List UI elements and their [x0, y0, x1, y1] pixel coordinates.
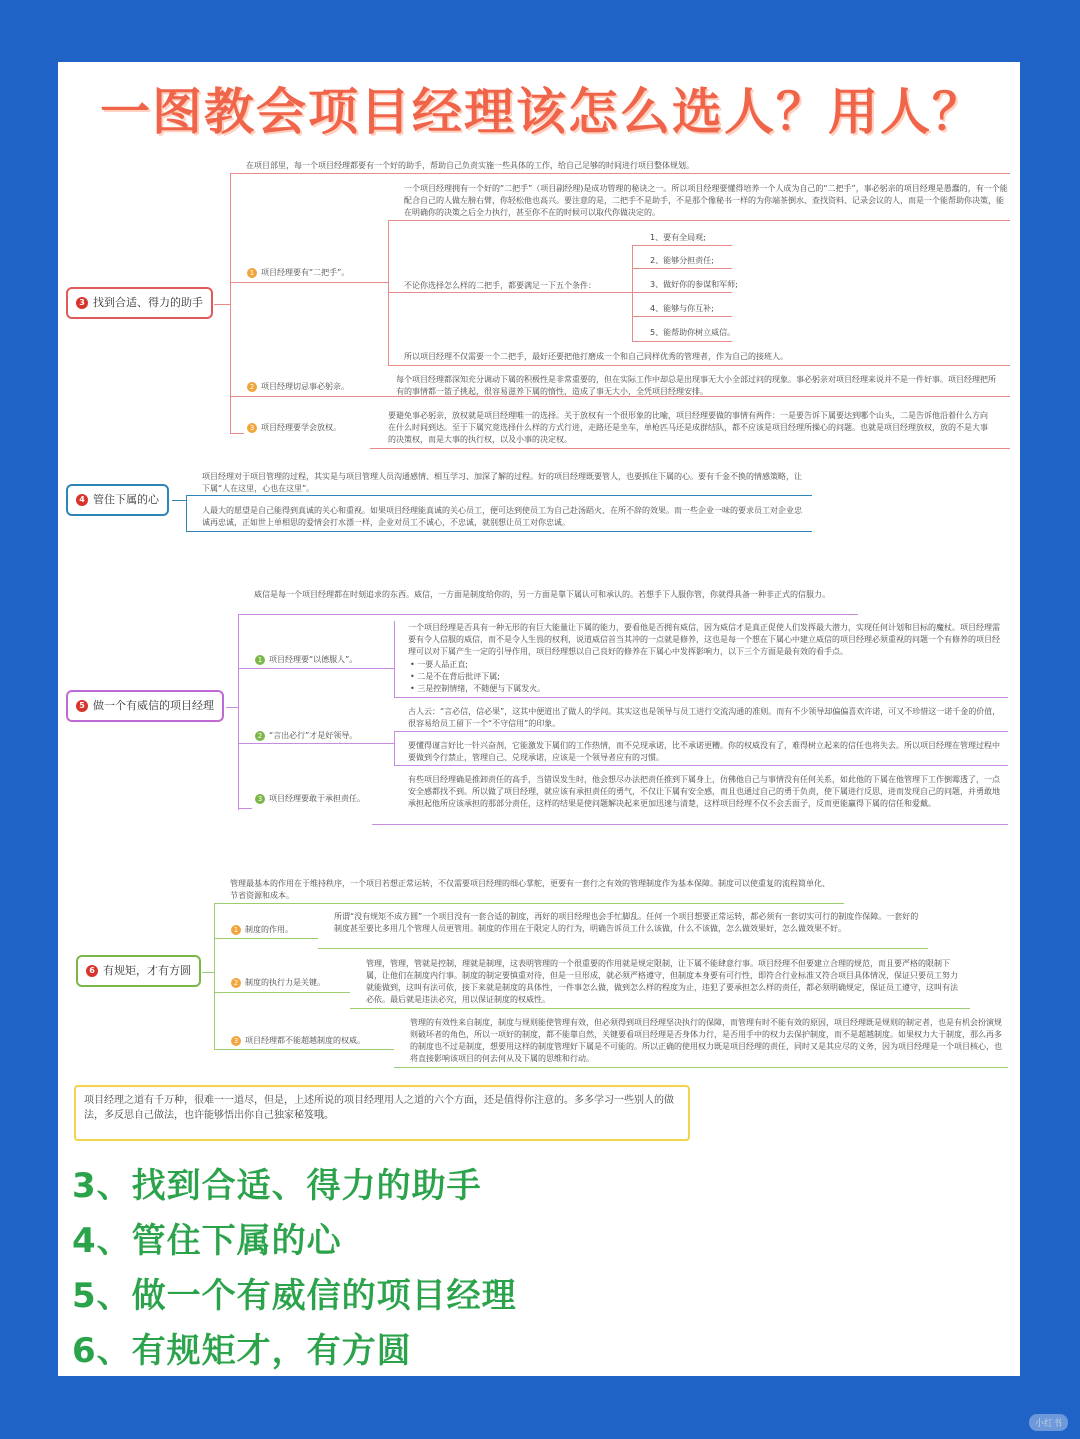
branch-5-sub-1-text: 一个项目经理是否具有一种无形的有巨大能量让下属的能力，要看他是否拥有威信，因为威信才是真正促使人们发挥最大潜力，实现任何计划和目标的魔杖。项目经理需要有令人信服的威信，而不是令人生畏的权利，说道威信首当其冲的一点就是修养，这也是每一个想在下属心中建立威信的项目经理必须重视的问题一个有修养的项目经理可以对下属产生一定的引导作用，项目经理想以自己良好的修养在下属心中发挥影响力，以下三个方面是最有效的看手点。 — [408, 623, 1000, 656]
branch-4-connector — [186, 495, 187, 531]
branch-3-sub-2-number: 2 — [247, 382, 257, 392]
branch-4-connector — [172, 500, 186, 501]
branch-6-connector — [214, 903, 215, 1049]
bullet-2: • 二是不在背后批评下属; — [410, 672, 500, 681]
branch-6-sub-2[interactable] — [231, 977, 325, 989]
branch-6-connector — [214, 903, 844, 904]
branch-6-sub-1-label: 制度的作用。 — [245, 925, 293, 934]
branch-6-sub-2-text: 管理，管理，管就是控制，理就是制理，这表明管理的一个很重要的作用就是规定限制，让下属不能肆意行事。项目经理不但要建立合理的规范，而且要严格的限制下属，让他们在制度内行事。制度的制定要慎重对待，但是一旦形成，就必须严格遵守，但制度本身要有可行性，即符合行业标准又符合项目具体情况，保证只要员工努力就能做到，这叫有法可依，接下来就是制度的具体性，一件事怎么做，做到怎么样的程度为止，违犯了要承担怎么样的责任，都必须明确规定，保证员工遵守，这叫有法必依。最后就是违法必究，用以保证制度的权威性。 — [366, 959, 958, 1004]
branch-4-label: 管住下属的心 — [93, 493, 159, 506]
watermark: 小红书 — [1029, 1414, 1068, 1431]
branch-3-sub-3[interactable] — [247, 422, 341, 434]
branch-5-connector — [394, 731, 1008, 732]
branch-5-connector — [238, 614, 239, 810]
branch-5-number: 5 — [76, 700, 88, 712]
branch-5-sub-1[interactable] — [255, 654, 357, 666]
branch-6-sub-3-number: 3 — [231, 1036, 241, 1046]
branch-6-sub-3[interactable] — [231, 1035, 365, 1047]
condition-4: 4、能够与你互补; — [650, 304, 714, 313]
branch-3-connector — [230, 282, 388, 283]
summary-box: 项目经理之道有千万种，很难一一道尽，但是，上述所说的项目经理用人之道的六个方面，还是值得你注意的。多多学习一些别人的做法，多反思自己做法，也许能够悟出你自己独家秘笈哦。 — [74, 1085, 690, 1141]
branch-6-label: 有规矩，才有方圆 — [103, 964, 191, 977]
branch-3-sub-2-text: 每个项目经理都深知充分调动下属的积极性是非常重要的，但在实际工作中却总是出现事无大小全部过问的现象。事必躬亲对项目经理来说并不是一件好事。项目经理把所有的事情都一篮子挑起，很容易滋养下属的惰性，造成了事无大小，全凭项目经理安排。 — [396, 375, 996, 396]
condition-underline — [632, 245, 732, 246]
branch-5-label: 做一个有威信的项目经理 — [93, 699, 214, 712]
branch-6-connector — [202, 972, 214, 973]
branch-3-connector — [388, 292, 632, 293]
bullet-3: • 三是控制情绪，不随便与下属发火。 — [410, 684, 546, 693]
branch-6-number: 6 — [86, 965, 98, 977]
branch-5-sub-1-label: 项目经理要“以德服人”。 — [269, 655, 358, 664]
branch-4-connector — [186, 531, 812, 532]
branch-3-connector — [632, 245, 633, 341]
branch-6-sub-3-label: 项目经理都不能超越制度的权威。 — [245, 1036, 365, 1045]
branch-3-sub-3-label: 项目经理要学会放权。 — [261, 423, 341, 432]
branch-3-connector — [388, 220, 1010, 221]
branch-6-intro: 管理最基本的作用在于维持秩序，一个项目若想正常运转，不仅需要项目经理的细心掌舵，更要有一套行之有效的管理制度作为基本保障。制度可以使重复的流程简单化、节省资源和成本。 — [230, 879, 830, 900]
branch-4-text-1: 项目经理对于项目管理的过程，其实是与项目管理人员沟通感情、相互学习、加深了解的过程。好的项目经理既要管人，也要抓住下属的心。要有千金不换的情感策略，让下属“人在这里，心也在这里”。 — [202, 472, 802, 493]
branch-3-label: 找到合适、得力的助手 — [93, 296, 203, 309]
branch-5-connector — [238, 808, 252, 809]
condition-1: 1、要有全局观; — [650, 233, 706, 242]
branch-3-sub-1[interactable] — [247, 267, 349, 279]
bullet-3-text: 三是控制情绪，不随便与下属发火。 — [417, 684, 546, 693]
branch-3-node[interactable] — [66, 287, 213, 319]
branch-6-sub-1-number: 1 — [231, 925, 241, 935]
branch-4-text-2: 人最大的愿望是自己能得到真诚的关心和重视。如果项目经理能真诚的关心员工，便可达到使员工为自己赴汤蹈火、在所不辞的效果。而一些企业一味的要求员工对企业忠诚再忠诚，正如世上单相思的爱情会打水漂一样，企业对员工不诚心，不忠诚，就别想让员工对你忠诚。 — [202, 506, 802, 527]
branch-6-connector — [394, 1067, 1008, 1068]
branch-3-conditions-label: 不论你选择怎么样的二把手，都要满足一下五个条件： — [404, 281, 596, 290]
branch-6-sub-2-label: 制度的执行力是关键。 — [245, 978, 325, 987]
headline-3: 3、找到合适、得力的助手 — [72, 1166, 482, 1206]
condition-underline — [632, 341, 732, 342]
branch-5-sub-3-label: 项目经理要敢于承担责任。 — [269, 794, 365, 803]
condition-underline — [632, 316, 732, 317]
branch-5-intro: 威信是每一个项目经理都在时刻追求的东西。威信，一方面是制度给你的，另一方面是靠下属认可和承认的。若想手下人服你管，你就得具备一种非正式的信服力。 — [254, 590, 830, 599]
branch-4-connector — [186, 495, 812, 496]
branch-5-sub-2-text-2: 要懂得谨言好比一针兴奋剂，它能激发下属们的工作热情，而不兑现承诺，比不承诺更糟。你的权威没有了，难得树立起来的信任也将失去。所以项目经理在管理过程中要做到令行禁止，管理自己、兑现承诺，应该是一个领导者应有的习惯。 — [408, 741, 1000, 762]
branch-6-node[interactable] — [76, 955, 201, 987]
branch-3-sub-2[interactable] — [247, 381, 349, 393]
branch-5-connector — [238, 614, 858, 615]
branch-5-sub-1-number: 1 — [255, 655, 265, 665]
headline-6: 6、有规矩才，有方圆 — [72, 1331, 412, 1371]
branch-4-number: 4 — [76, 494, 88, 506]
condition-3: 3、做好你的参谋和军师; — [650, 280, 738, 289]
branch-3-sub-3-text: 要避免事必躬亲，放权就是项目经理唯一的选择。关于放权有一个很形象的比喻，项目经理要做的事情有两件：一是要告诉下属要达到哪个山头，二是告诉他沿着什么方向在什么时间到达。至于下属究竟选择什么样的方式行进，走路还是坐车，单枪匹马还是成群结队，都不应该是项目经理所操心的问题。也就是项目经理放权，放的不是大事的决策权，而是大事的执行权，以及小事的决定权。 — [388, 411, 988, 444]
branch-5-connector — [394, 765, 1008, 766]
branch-5-connector — [372, 824, 1008, 825]
branch-3-connector — [230, 433, 244, 434]
condition-underline — [632, 292, 732, 293]
branch-5-connector — [226, 707, 238, 708]
branch-6-connector — [214, 938, 318, 939]
branch-5-connector — [238, 668, 394, 669]
branch-6-connector — [214, 992, 350, 993]
condition-underline — [632, 268, 732, 269]
branch-6-sub-3-text: 管理的有效性来自制度，制度与规则能使管理有效，但必须得到项目经理坚决执行的保障，而管理有时不能有效的原因，项目经理既是规则的制定者，也是有机会扮演规则破坏者的角色，所以一项好的制度，都不能靠自然，关键要看项目经理是否身体力行，是否用手中的权力去保护制度，而不是超越制度。如果权力大于制度，那么再多的制度也不过是制度，想要用这样的制度管理好下属是不可能的。所以正确的使用权力既是项目经理的责任，同时又是其应尽的义务，因为项目经理是一个项目核心，也将直接影响该项目的何去何从及下属的思维和行动。 — [410, 1018, 1002, 1063]
bullet-2-text: 二是不在背后批评下属; — [417, 672, 500, 681]
branch-3-connector — [230, 173, 231, 433]
branch-6-sub-2-number: 2 — [231, 978, 241, 988]
branch-3-sub-2-label: 项目经理切忌事必躬亲。 — [261, 382, 349, 391]
branch-3-intro: 在项目部里，每一个项目经理都要有一个好的助手，帮助自己负责实施一些具体的工作，给自己足够的时间进行项目整体规划。 — [246, 161, 694, 170]
branch-5-sub-3[interactable] — [255, 793, 365, 805]
branch-5-sub-2-label: “言出必行”才是好领导。 — [269, 731, 358, 740]
bullet-1: • 一要人品正直; — [410, 660, 468, 669]
branch-3-sub-1-label: 项目经理要有“二把手”。 — [261, 268, 350, 277]
condition-2: 2、能够分担责任; — [650, 256, 714, 265]
branch-5-sub-3-number: 3 — [255, 794, 265, 804]
branch-6-connector — [318, 948, 928, 949]
branch-3-sub-1-text: 一个项目经理拥有一个好的“二把手”（项目副经理)是成功管理的秘诀之一。所以项目经理要懂得培养一个人成为自己的“二把手”，事必躬亲的项目经理是愚蠢的，有一个能配合自己的人做左膀右臂，你轻松他也高兴。要注意的是，二把手不是助手，不是那个像秘书一样的为你端茶倒水、查找资料、记录会议的人，而是一个能帮助你决策，能在明确你的决策之后全力执行，甚至你不在的时候可以取代你做决定的。 — [404, 184, 1008, 217]
branch-3-connector — [370, 448, 1010, 449]
page-title: 一图教会项目经理该怎么选人？用人？ — [100, 83, 984, 141]
condition-5: 5、能帮助你树立威信。 — [650, 328, 736, 337]
branch-5-connector — [394, 697, 1008, 698]
branch-3-number: 3 — [76, 297, 88, 309]
branch-5-sub-2-text-1: 古人云：“言必信，信必果”，这其中便道出了做人的学问。其实这也是领导与员工进行交流沟通的准则。而有不少领导却偏偏喜欢许诺，可又不珍惜这一诺千金的价值，很容易给员工留下一个“不守信用”的印象。 — [408, 707, 1001, 728]
branch-3-connector — [230, 173, 1010, 174]
branch-3-connector — [388, 365, 1010, 366]
branch-5-sub-3-text: 有些项目经理确是推卸责任的高手，当错误发生时，他会想尽办法把责任推到下属身上，仿佛他自己与事情没有任何关系，如此他的下属在他管理下工作倒霉透了，一点安全感都找不到。所以做了项目经理，就应该有承担责任的勇气，不仅让下属有安全感，而且也通过自己的勇于负责，使下属进行反思，进而发现自己的问题，并勇敢地承担起他所应该承担的那部分责任，这样的结果是使问题解决起来更加迅速与清楚，这样项目经理不仅不会丢面子，反而更能赢得下属的信任和爱戴。 — [408, 775, 1000, 808]
headline-4: 4、管住下属的心 — [72, 1221, 342, 1261]
branch-5-connector — [394, 621, 395, 697]
branch-5-connector — [238, 743, 394, 744]
branch-5-node[interactable] — [66, 690, 224, 722]
branch-3-sub-3-number: 3 — [247, 423, 257, 433]
branch-6-sub-1-text: 所谓“没有规矩不成方圆”一个项目没有一套合适的制度，再好的项目经理也会手忙脚乱。任何一个项目想要正常运转，都必须有一套切实可行的制度作保障。一套好的制度甚至要比多用几个管理人员更管用。制度的作用在于限定人的行为，明确告诉员工什么该做，什么不该做，怎么做效果好，怎么做效果不好。 — [334, 912, 919, 933]
branch-3-connector — [214, 304, 230, 305]
branch-3-sub-1-number: 1 — [247, 268, 257, 278]
branch-6-connector — [214, 1049, 394, 1050]
branch-5-sub-2-number: 2 — [255, 731, 265, 741]
headline-5: 5、做一个有威信的项目经理 — [72, 1276, 517, 1316]
branch-4-node[interactable] — [66, 484, 169, 516]
bullet-1-text: 一要人品正直; — [417, 660, 468, 669]
branch-6-sub-1[interactable] — [231, 924, 293, 936]
branch-3-sub-1-text2: 所以项目经理不仅需要一个二把手，最好还要把他打磨成一个和自己同样优秀的管理者，作为自己的接班人。 — [404, 352, 788, 361]
branch-5-connector — [394, 731, 395, 765]
branch-5-sub-2[interactable] — [255, 730, 357, 742]
branch-6-connector — [350, 1008, 970, 1009]
